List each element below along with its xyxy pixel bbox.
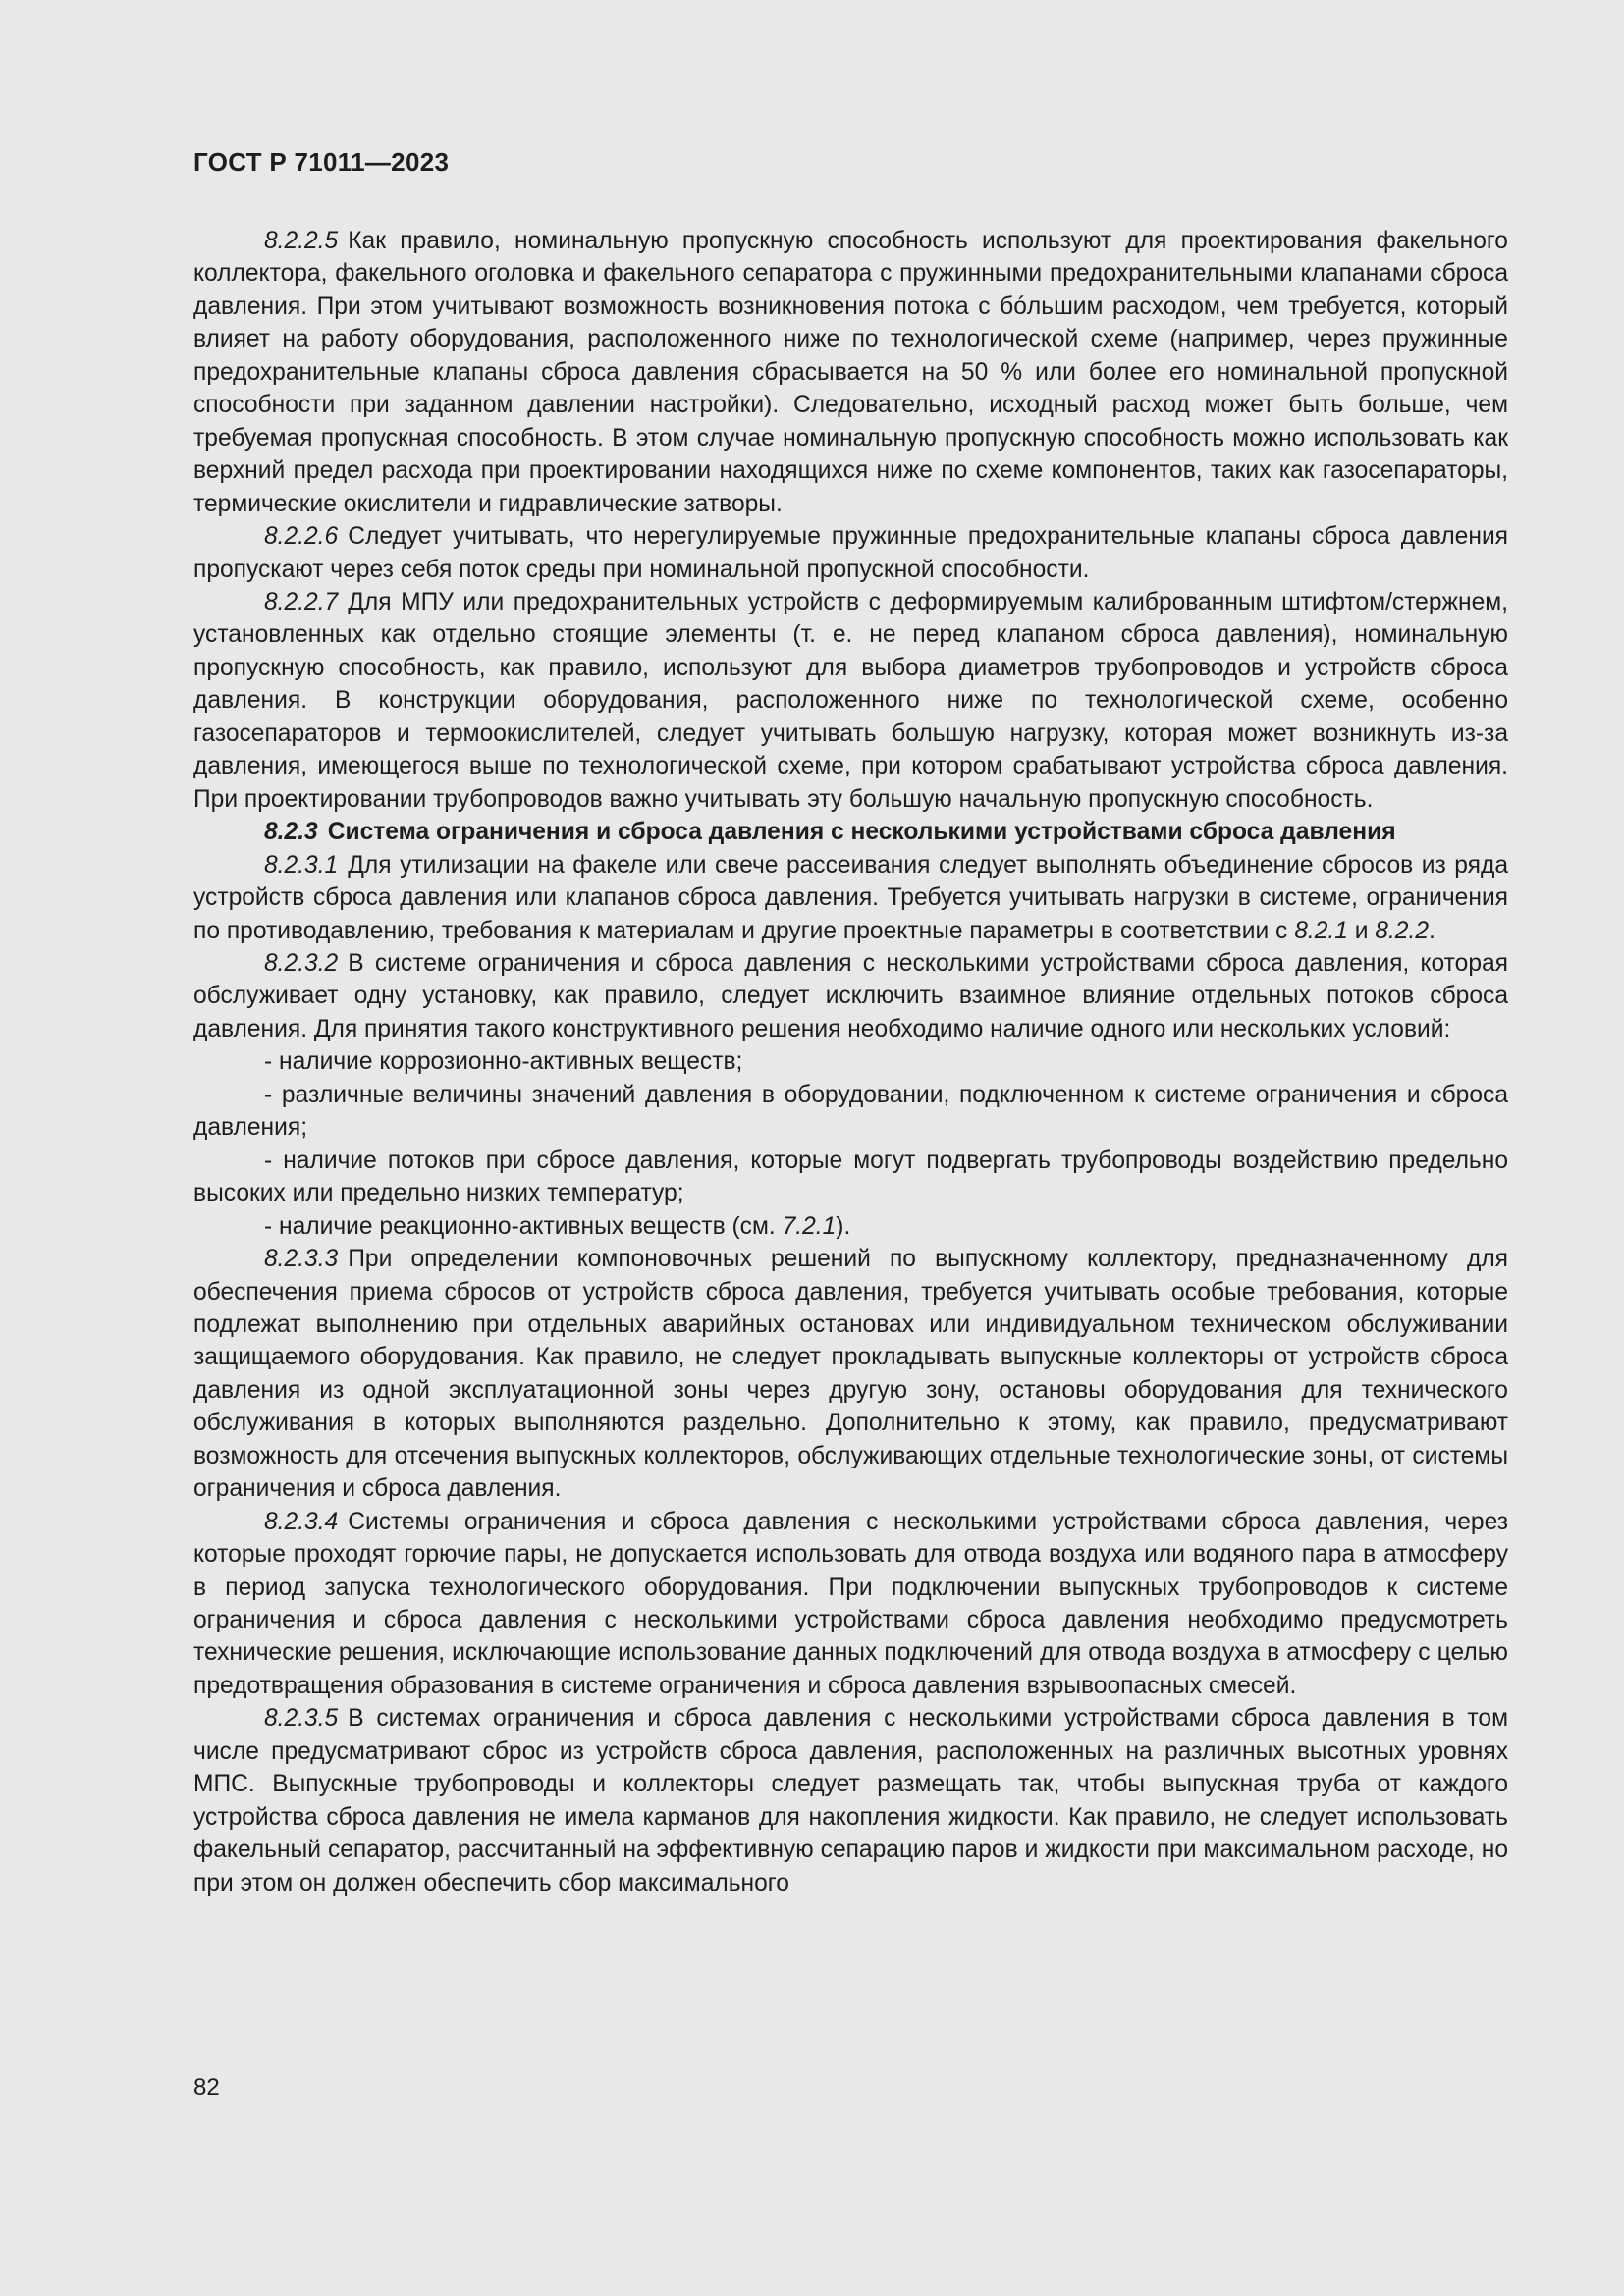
- page-number: 82: [193, 2074, 220, 2101]
- clause-text: В системах ограничения и сброса давления с несколькими устройствами сброса давления в том числе предусматривают сброс из устройств сброса давления, расположенных на различных высотных уровнях МПС. Выпускные трубопроводы и коллекторы следует размещать так, чтобы выпускная труба от каждого устройства сброса давления не имела карманов для накопления жидкости. Как правило, не следует использовать факельный сепаратор, рассчитанный на эффективную сепарацию паров и жидкости при максимальном расходе, но при этом он должен обеспечить сбор максимального: [193, 1705, 1508, 1896]
- clause-text: При определении компоновочных решений по выпускному коллектору, предназначенному для обеспечения приема сбросов от устройств сброса давления, требуется учитывать особые требования, которые подлежат выполнению при отдельных аварийных остановах или индивидуальном техническом обслуживании защищаемого оборудования. Как правило, не следует прокладывать выпускные коллекторы от устройств сброса давления из одной эксплуатационной зоны через другую зону, остановы оборудования для технического обслуживания в которых выполняются раздельно. Дополнительно к этому, как правило, предусматривают возможность для отсечения выпускных коллекторов, обслуживающих отдельные технологические зоны, от системы ограничения и сброса давления.: [193, 1246, 1508, 1503]
- clause-8-2-3-4: [193, 1506, 1508, 1703]
- cross-reference: 7.2.1: [782, 1212, 837, 1240]
- clause-number: 8.2.3.3: [264, 1246, 339, 1273]
- clause-8-2-3-2: [193, 947, 1508, 1045]
- list-item: [193, 1210, 1508, 1243]
- clause-text: .: [1429, 917, 1435, 944]
- clause-8-2-3-3: [193, 1243, 1508, 1506]
- list-item: - наличие потоков при сбросе давления, которые могут подвергать трубопроводы воздействию предельно высоких или предельно низких температур;: [193, 1147, 1508, 1207]
- clause-number: 8.2.2.6: [264, 523, 339, 551]
- clause-8-2-3-5: [193, 1702, 1508, 1899]
- clause-text: Как правило, номинальную пропускную способность используют для проектирования факельного коллектора, факельного оголовка и факельного сепаратора с пружинными предохранительными клапанами сброса давления. При этом учитывают возможность возникновения потока с бóльшим расходом, чем требуется, который влияет на работу оборудования, расположенного ниже по технологической схеме (например, через пружинные предохранительные клапаны сброса давления сбрасывается на 50 % или более его номинальной пропускной способности при заданном давлении настройки). Следовательно, исходный расход может быть больше, чем требуемая пропускная способность. В этом случае номинальную пропускную способность можно использовать как верхний предел расхода при проектировании находящихся ниже по схеме компонентов, таких как газосепараторы, термические окислители и гидравлические затворы.: [193, 228, 1508, 517]
- list-item: - различные величины значений давления в оборудовании, подключенном к системе ограничения и сброса давления;: [193, 1081, 1508, 1142]
- clause-text: Для МПУ или предохранительных устройств с деформируемым калиброванным штифтом/стержнем, установленных как отдельно стоящие элементы (т. е. не перед клапаном сброса давления), номинальную пропускную способность, как правило, используют для выбора диаметров трубопроводов и устройств сброса давления. В конструкции оборудования, расположенного ниже по технологической схеме, особенно газосепараторов и термоокислителей, следует учитывать большую нагрузку, которая может возникнуть из-за давления, имеющегося выше по технологической схеме, при котором срабатывают устройства сброса давления. При проектировании трубопроводов важно учитывать эту большую начальную пропускную способность.: [193, 588, 1508, 813]
- list-item: - наличие коррозионно-активных веществ;: [264, 1048, 743, 1076]
- clause-number: 8.2.3.5: [264, 1705, 339, 1733]
- clause-number: 8.2.3.2: [264, 949, 339, 977]
- clause-number: 8.2.2.5: [264, 228, 339, 254]
- clause-8-2-2-5: [193, 225, 1508, 520]
- clause-8-2-2-6: [193, 520, 1508, 586]
- list-item-text: - наличие реакционно-активных веществ (см.: [264, 1212, 783, 1240]
- clause-text: В системе ограничения и сброса давления с несколькими устройствами сброса давления, которая обслуживает одну установку, как правило, следует исключить взаимное влияние отдельных потоков сброса давления. Для принятия такого конструктивного решения необходимо наличие одного или нескольких условий:: [193, 949, 1508, 1042]
- section-number: 8.2.3: [264, 819, 318, 846]
- clause-text: и: [1347, 917, 1376, 944]
- section-title: Система ограничения и сброса давления с несколькими устройствами сброса давления: [327, 819, 1396, 846]
- clause-text: Системы ограничения и сброса давления с несколькими устройствами сброса давления, через которые проходят горючие пары, не допускается использовать для отвода воздуха или водяного пара в атмосферу в период запуска технологического оборудования. При подключении выпускных трубопроводов к системе ограничения и сброса давления с несколькими устройствами сброса давления необходимо предусмотреть технические решения, исключающие использование данных подключений для отвода воздуха в атмосферу с целью предотвращения образования в системе ограничения и сброса давления взрывоопасных смесей.: [193, 1508, 1508, 1699]
- clause-number: 8.2.3.1: [264, 851, 339, 879]
- cross-reference: 8.2.2: [1375, 917, 1429, 944]
- clause-8-2-3-1: [193, 849, 1508, 947]
- section-heading-8-2-3: [193, 816, 1508, 848]
- clause-text: Для утилизации на факеле или свече рассеивания следует выполнять объединение сбросов из ряда устройств сброса давления или клапанов сброса давления. Требуется учитывать нагрузки в системе, ограничения по противодавлению, требования к материалам и другие проектные параметры в соответствии с: [193, 851, 1508, 944]
- document-body: [193, 225, 1508, 1899]
- clause-number: 8.2.3.4: [264, 1508, 339, 1535]
- cross-reference: 8.2.1: [1294, 917, 1348, 944]
- clause-text: Следует учитывать, что нерегулируемые пружинные предохранительные клапаны сброса давления пропускают через себя поток среды при номинальной пропускной способности.: [193, 523, 1508, 583]
- clause-8-2-2-7: [193, 586, 1508, 816]
- list-item-text: ).: [836, 1212, 851, 1240]
- document-code-header: ГОСТ Р 71011—2023: [193, 147, 450, 177]
- clause-number: 8.2.2.7: [264, 588, 339, 615]
